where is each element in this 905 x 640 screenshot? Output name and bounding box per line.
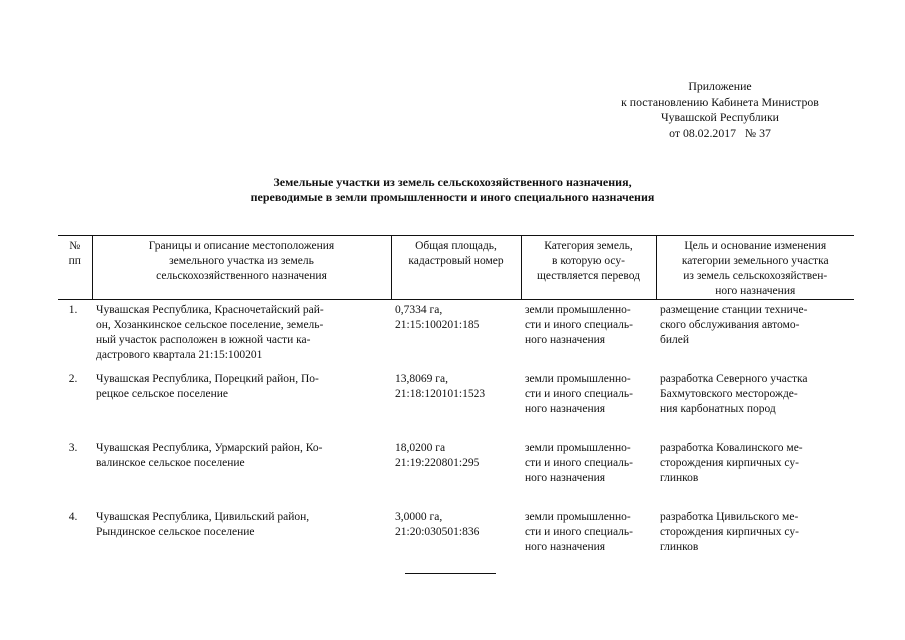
header-area: Общая площадь, кадастровый номер xyxy=(391,236,521,300)
row-location: Чувашская Республика, Красночетайский рай- он, Хозанкинское сельское поселение, земель- ный участок расположен в южной части ка- дастрового квартала 21:15:100201 xyxy=(96,304,324,361)
row-number: 2. xyxy=(68,373,78,385)
row-location: Чувашская Республика, Урмарский район, Ко- валинское сельское поселение xyxy=(96,442,323,469)
row-purpose: разработка Ковалинского ме- сторождения кирпичных су- глинков xyxy=(660,442,803,484)
appendix-date-number: от 08.02.2017 № 37 xyxy=(669,125,771,140)
header-num: № пп xyxy=(58,236,92,300)
title-line-1: Земельные участки из земель сельскохозяйственного назначения, xyxy=(273,175,632,189)
row-purpose: размещение станции техниче- ского обслуживания автомо- билей xyxy=(660,304,808,346)
appendix-header xyxy=(560,79,880,141)
header-location: Границы и описание местоположения земельного участка из земель сельскохозяйственного назначения xyxy=(92,236,391,300)
document-title xyxy=(100,175,805,205)
row-number: 4. xyxy=(68,511,78,523)
row-number: 1. xyxy=(68,304,78,316)
row-area: 13,8069 га, 21:18:120101:1523 xyxy=(395,373,486,400)
row-location: Чувашская Республика, Цивильский район, Рындинское сельское поселение xyxy=(96,511,310,538)
row-category: земли промышленно- сти и иного специаль- ного назначения xyxy=(525,304,633,346)
row-category: земли промышленно- сти и иного специаль- ного назначения xyxy=(525,442,633,484)
row-area: 18,0200 га 21:19:220801:295 xyxy=(395,442,480,469)
table-row xyxy=(58,369,854,438)
table-row xyxy=(58,438,854,507)
appendix-republic: Чувашской Республики xyxy=(660,110,779,124)
row-number: 3. xyxy=(68,442,78,454)
land-plots-table xyxy=(58,235,854,576)
row-purpose: разработка Северного участка Бахмутовского месторожде- ния карбонатных пород xyxy=(660,373,808,415)
appendix-label: Приложение xyxy=(688,79,752,93)
row-purpose: разработка Цивильского ме- сторождения кирпичных су- глинков xyxy=(660,511,799,553)
row-category: земли промышленно- сти и иного специаль- ного назначения xyxy=(525,511,633,553)
header-category: Категория земель, в которую осу- ществляется перевод xyxy=(521,236,656,300)
table-row xyxy=(58,300,854,370)
row-category: земли промышленно- сти и иного специаль- ного назначения xyxy=(525,373,633,415)
table-header-row xyxy=(58,236,854,300)
row-area: 3,0000 га, 21:20:030501:836 xyxy=(395,511,480,538)
appendix-resolution: к постановлению Кабинета Министров xyxy=(621,94,819,109)
row-area: 0,7334 га, 21:15:100201:185 xyxy=(395,304,480,331)
end-of-document-divider xyxy=(405,573,496,574)
table-row xyxy=(58,507,854,576)
land-plots-table-container xyxy=(58,235,854,576)
title-line-2: переводимые в земли промышленности и иного специального назначения xyxy=(250,190,655,204)
row-location: Чувашская Республика, Порецкий район, По- рецкое сельское поселение xyxy=(96,373,319,400)
header-purpose: Цель и основание изменения категории земельного участка из земель сельскохозяйствен- ного назначения xyxy=(656,236,854,300)
